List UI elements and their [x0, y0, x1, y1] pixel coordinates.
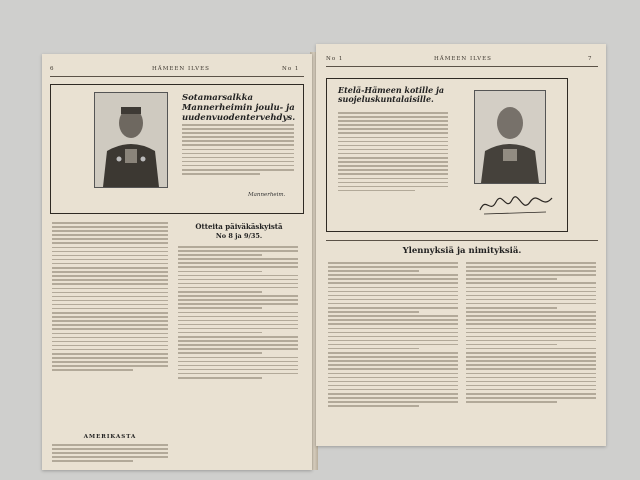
amerikasta-text: [52, 444, 168, 464]
left-header-rule: [50, 76, 304, 77]
officer-portrait: [474, 90, 546, 184]
left-column-text: [52, 222, 168, 373]
right-box-headline: Etelä-Hämeen kotille ja suojeluskuntalaisille.: [338, 85, 445, 105]
right-running-head: HÄMEEN ILVES: [434, 56, 492, 62]
left-issue-number: No 1: [282, 66, 300, 72]
left-page-number: 6: [50, 66, 55, 72]
right-issue-number: No 1: [326, 56, 344, 62]
orders-subtitle: No 8 ja 9/35.: [215, 232, 263, 240]
right-section-rule: [326, 240, 598, 241]
orders-text: [178, 246, 298, 381]
left-box-headline: Sotamarsalkka Mannerheimin joulu- ja uudenvuodentervehdys.: [182, 93, 296, 123]
handwritten-signature-icon: [476, 192, 556, 218]
orders-title: Otteita päiväkäskyistä: [195, 222, 283, 231]
amerikasta-title: AMERIKASTA: [83, 434, 137, 440]
left-box-signature: Mannerheim.: [248, 192, 286, 198]
mannerheim-portrait: [94, 92, 168, 188]
right-header-rule: [326, 66, 598, 67]
right-box-body-text: [338, 112, 448, 194]
promotions-title: Ylennyksiä ja nimityksiä.: [402, 246, 522, 256]
promotions-left-column: [328, 262, 458, 409]
promotions-right-column: [466, 262, 596, 405]
left-running-head: HÄMEEN ILVES: [152, 66, 210, 72]
left-box-body-text: [182, 124, 294, 177]
right-page: [316, 44, 606, 446]
left-page: [42, 54, 312, 470]
right-page-number: 7: [588, 56, 593, 62]
